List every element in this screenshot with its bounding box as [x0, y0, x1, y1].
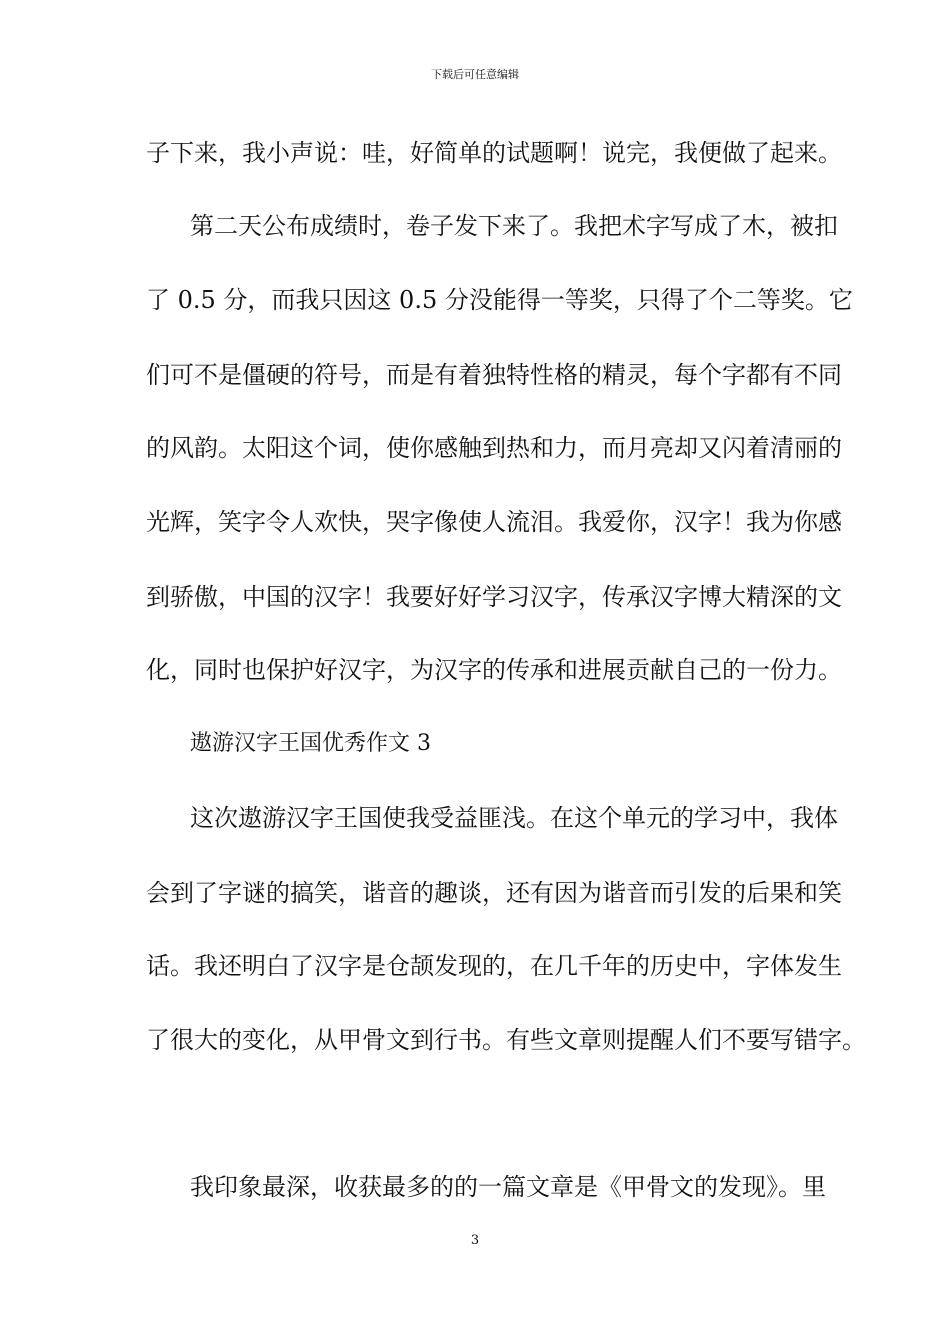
paragraph-line: 子下来，我小声说：哇，好简单的试题啊！说完，我便做了起来。	[146, 139, 842, 167]
section-title: 遨游汉字王国优秀作文 3	[190, 731, 431, 756]
page-number: 3	[470, 1233, 480, 1248]
paragraph-line: 这次遨游汉字王国使我受益匪浅。在这个单元的学习中，我体	[190, 804, 838, 832]
paragraph-line: 第二天公布成绩时，卷子发下来了。我把术字写成了木，被扣	[190, 212, 838, 240]
paragraph-line: 了很大的变化，从甲骨文到行书。有些文章则提醒人们不要写错字。	[146, 1026, 866, 1054]
paragraph-line: 们可不是僵硬的符号，而是有着独特性格的精灵，每个字都有不同	[146, 361, 842, 389]
paragraph-line: 了 0.5 分，而我只因这 0.5 分没能得一等奖，只得了个二等奖。它	[146, 286, 853, 314]
paragraph-line: 我印象最深，收获最多的的一篇文章是《甲骨文的发现》。里	[190, 1173, 826, 1201]
paragraph-line: 化，同时也保护好汉字，为汉字的传承和进展贡献自己的一份力。	[146, 656, 842, 684]
paragraph-line: 话。我还明白了汉字是仓颉发现的，在几千年的历史中，字体发生	[146, 952, 842, 980]
paragraph-line: 光辉，笑字令人欢快，哭字像使人流泪。我爱你，汉字！我为你感	[146, 508, 842, 536]
paragraph-line: 会到了字谜的搞笑，谐音的趣谈，还有因为谐音而引发的后果和笑	[146, 879, 842, 907]
paragraph-line: 到骄傲，中国的汉字！我要好好学习汉字，传承汉字博大精深的文	[146, 583, 842, 611]
paragraph-line: 的风韵。太阳这个词，使你感触到热和力，而月亮却又闪着清丽的	[146, 434, 842, 462]
page-header: 下载后可任意编辑	[431, 68, 519, 81]
